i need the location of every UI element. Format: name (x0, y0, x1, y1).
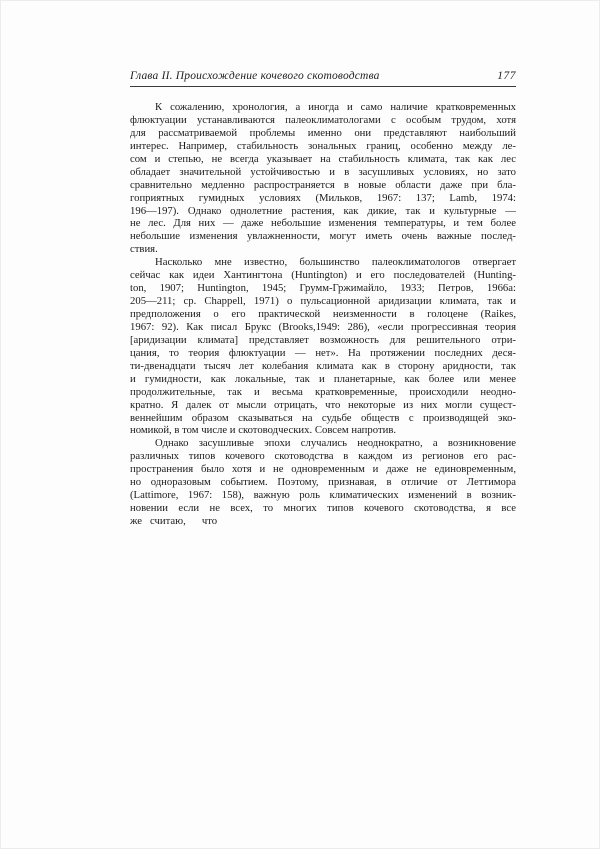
text-line: новении если не всех, то многих типов кочевого скотоводства, я все (130, 502, 516, 515)
text-line: Насколько мне известно, большинство палеоклиматологов отвергает (155, 256, 516, 269)
text-line: интерес. Например, стабильность зональных границ, особенно между ле- (130, 139, 516, 152)
text-line: же считаю, что (130, 515, 218, 527)
text-block (130, 101, 516, 528)
text-line: сом и степью, не всегда указывает на стабильность климата, так как лес (130, 152, 516, 165)
text-line: (Lattimore, 1967: 158), важную роль климатических изменений в возник- (130, 489, 516, 502)
text-line: не лес. Для них — даже небольшие изменения температуры, и тем более (130, 217, 516, 230)
text-line: сейчас как идеи Хантингтона (Huntington) и его последователей (Hunting- (130, 269, 516, 282)
paragraph (130, 101, 516, 256)
text-line: К сожалению, хронология, а иногда и само наличие кратковременных (155, 101, 516, 113)
text-line: Однако засушливые эпохи случались неоднократно, а возникновение (155, 437, 516, 450)
text-line: цания, то теория флюктуации — нет». На протяжении последних деся- (130, 346, 516, 359)
text-line: небольшие изменения увлажненности, могут иметь очень важные послед- (130, 230, 516, 243)
text-line: [аридизации климата] представляет возможность для решительного отри- (130, 333, 516, 346)
text-line: веннейшим образом сказываться на судьбе обществ с производящей эко- (130, 411, 516, 424)
chapter-title: Глава II. Происхождение кочевого скотоводства (130, 70, 380, 82)
text-line: предположения о его практической неизменности в голоцене (Raikes, (130, 308, 516, 320)
paragraph (130, 437, 516, 528)
text-line: пространения было хотя и не одновременным и даже не единовременным, (130, 463, 516, 476)
text-line: обладает значительной устойчивостью и в засушливых условиях, но зато (130, 165, 516, 178)
text-line: продолжительные, так и весьма кратковременные, происходили неодно- (130, 385, 516, 398)
text-line: ти-двенадцати тысяч лет колебания климата как в сторону аридности, так (130, 359, 516, 372)
text-line: гоприятных гумидных условиях (Мильков, 1967: 137; Lamb, 1974: (130, 191, 516, 204)
page-number: 177 (497, 70, 516, 82)
text-line: флюктуации устанавливаются палеоклиматологами с особым трудом, хотя (130, 113, 516, 126)
text-line: и гумидности, как локальные, так и планетарные, как более или менее (130, 372, 516, 385)
text-line: для рассматриваемой проблемы именно они представляют наибольший (130, 126, 516, 139)
text-line: сравнительно медленно распространяется в новые области даже при бла- (130, 178, 516, 191)
text-line: ton, 1907; Huntington, 1945; Грумм-Гржимайло, 1933; Петров, 1966а: (130, 282, 516, 295)
text-line: 196—197). Однако однолетние растения, как дикие, так и культурные — (130, 204, 516, 217)
text-line: различных типов кочевого скотоводства в каждом из регионов его рас- (130, 450, 516, 463)
running-head (130, 69, 516, 87)
paragraph (130, 256, 516, 437)
text-line: 1967: 92). Как писал Брукс (Brooks,1949: 286), «если прогрессивная теория (130, 320, 516, 333)
text-line: 205—211; ср. Chappell, 1971) о пульсационной аридизации климата, так и (130, 295, 516, 308)
text-line: ствия. (130, 243, 158, 256)
text-line: но одноразовым событием. Поэтому, признавая, в отличие от Леттимора (130, 476, 516, 489)
text-line: кратно. Я далек от мысли отрицать, что некоторые из них могли сущест- (130, 398, 516, 411)
text-line: номикой, в том числе и скотоводческих. Совсем напротив. (130, 424, 397, 437)
